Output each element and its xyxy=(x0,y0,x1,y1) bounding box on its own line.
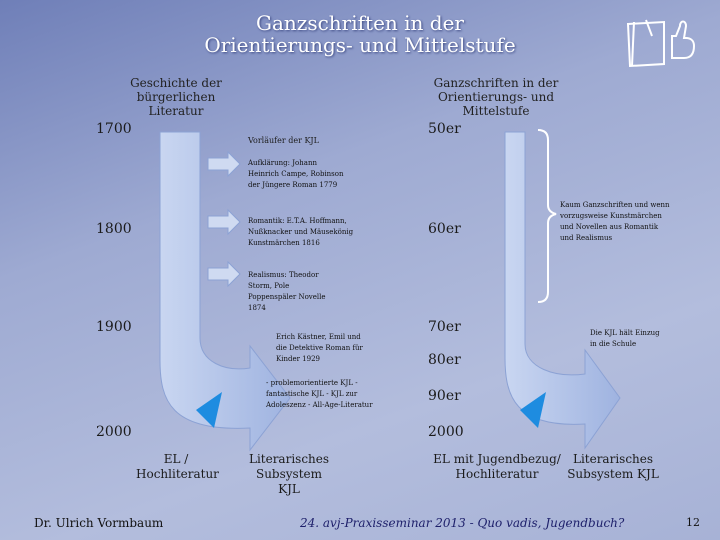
epoch-romantik: Romantik: E.T.A. Hoffmann, Nußknacker und Mäusekönig Kunstmärchen 1816 xyxy=(248,217,354,247)
year-1900: 1900 xyxy=(96,319,132,335)
right-el-label: EL mit Jugendbezug/ Hochliteratur xyxy=(433,452,561,481)
epoch-arrow-1 xyxy=(208,152,240,176)
left-el-label: EL / Hochliteratur xyxy=(136,452,219,481)
footer-event: 24. avj-Praxisseminar 2013 - Quo vadis, Jugendbuch? xyxy=(300,516,625,530)
einzug-note: Die KJL hält Einzug in die Schule xyxy=(590,329,660,348)
decade-90er: 90er xyxy=(428,388,461,404)
decade-60er: 60er xyxy=(428,221,461,237)
year-1800: 1800 xyxy=(96,221,132,237)
decade-2000: 2000 xyxy=(428,424,464,440)
page-number: 12 xyxy=(686,516,700,529)
brace xyxy=(538,130,556,302)
right-heading: Ganzschriften in der Orientierungs- und Mittelstufe xyxy=(433,76,559,118)
page-title: Ganzschriften in der Orientierungs- und Mittelstufe xyxy=(204,11,516,57)
year-2000: 2000 xyxy=(96,424,132,440)
year-1700: 1700 xyxy=(96,121,132,137)
decade-80er: 80er xyxy=(428,352,461,368)
kaestner-note: Erich Kästner, Emil und die Detektive Roman für Kinder 1929 xyxy=(276,333,363,363)
epoch-arrow-3 xyxy=(208,262,240,286)
footer-author: Dr. Ulrich Vormbaum xyxy=(34,516,164,530)
vorlaeufer-label: Vorläufer der KJL xyxy=(248,136,319,145)
kaum-ganzschriften-note: Kaum Ganzschriften und wenn vorzugsweise Kunstmärchen und Novellen aus Romantik und Realismus xyxy=(560,201,670,242)
right-timeline-arrow xyxy=(505,132,620,448)
right-kjl-label: Literarisches Subsystem KJL xyxy=(567,452,659,481)
epoch-aufklaerung: Aufklärung: Johann Heinrich Campe, Robinson der Jüngere Roman 1779 xyxy=(248,159,344,189)
epoch-arrow-2 xyxy=(208,210,240,234)
left-kjl-label: Literarisches Subsystem KJL xyxy=(248,452,330,496)
modern-kjl-note: - problemorientierte KJL - fantastische KJL - KJL zur Adoleszenz - All-Age-Literatur xyxy=(266,379,373,409)
decade-70er: 70er xyxy=(428,319,461,335)
epoch-realismus: Realismus: Theodor Storm, Pole Poppenspäler Novelle 1874 xyxy=(248,271,326,312)
decade-50er: 50er xyxy=(428,121,461,137)
left-heading: Geschichte der bürgerlichen Literatur xyxy=(130,76,222,118)
